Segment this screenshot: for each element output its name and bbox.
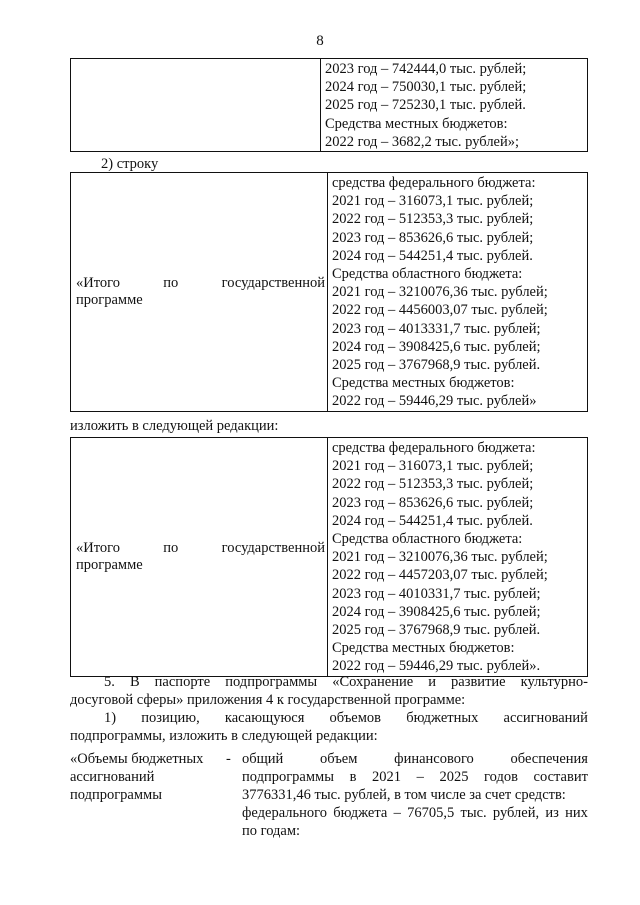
table3-right-cell [328, 438, 588, 677]
volumes-text-line4 [242, 804, 588, 822]
table2-line: 2022 год – 4456003,07 тыс. рублей; [332, 302, 548, 319]
section5-line1 [104, 673, 588, 691]
table1-line: 2025 год – 725230,1 тыс. рублей. [325, 97, 526, 114]
table1-line: Средства местных бюджетов: [325, 115, 508, 132]
table3-left-cell [71, 438, 328, 677]
volumes-word: общий [242, 751, 284, 767]
section5-word: 1) [104, 710, 117, 726]
volumes-word: обеспечения [510, 751, 588, 767]
volumes-label-line1: «Объемы бюджетных [70, 751, 204, 767]
volumes-word: – [393, 805, 401, 821]
table2-line: 2021 год – 3210076,36 тыс. рублей; [332, 284, 548, 301]
table2-line: 2024 год – 544251,4 тыс. рублей. [332, 247, 533, 264]
section5-line2: досуговой сферы» приложения 4 к государственной программе: [70, 692, 466, 708]
table3-line: 2022 год – 4457203,07 тыс. рублей; [332, 567, 548, 584]
section5-word: 5. [104, 674, 115, 690]
volumes-word: рублей, [492, 805, 540, 821]
table-continued [70, 58, 588, 152]
table-old-total [70, 172, 588, 412]
table2-line: 2023 год – 4013331,7 тыс. рублей; [332, 320, 541, 337]
volumes-text-line3: 3776331,46 тыс. рублей, в том числе за счет средств: [242, 787, 566, 803]
table1-line: 2022 год – 3682,2 тыс. рублей»; [325, 133, 520, 150]
volumes-word: из [545, 805, 559, 821]
table3-line: 2025 год – 3767968,9 тыс. рублей. [332, 622, 541, 639]
table3-line: 2021 год – 316073,1 тыс. рублей; [332, 458, 534, 475]
table3-line: 2022 год – 59446,29 тыс. рублей». [332, 658, 541, 675]
table1-left-cell [71, 59, 321, 152]
volumes-label-line3: подпрограммы [70, 787, 162, 803]
volumes-word: тыс. [460, 805, 487, 821]
volumes-word: в [349, 769, 357, 785]
table3-line: 2023 год – 853626,6 тыс. рублей; [332, 494, 534, 511]
table2-line: средства федерального бюджета: [332, 175, 536, 191]
table3-line: 2023 год – 4010331,7 тыс. рублей; [332, 585, 541, 602]
volumes-word: подпрограммы [242, 769, 334, 785]
volumes-label-dash: - [226, 751, 231, 767]
section5-word: и [428, 674, 436, 690]
table2-line: 2022 год – 512353,3 тыс. рублей; [332, 211, 534, 228]
table2-left-line2: программе [76, 291, 143, 308]
table3-line: Средства местных бюджетов: [332, 640, 515, 657]
table3-left-word: «Итого [76, 539, 120, 556]
table3-line: Средства областного бюджета: [332, 531, 523, 548]
volumes-word: составит [533, 769, 588, 785]
table2-left-word: по [163, 274, 179, 291]
section5-word: подпрограммы [225, 674, 318, 690]
table3-line: 2021 год – 3210076,36 тыс. рублей; [332, 549, 548, 566]
table1-line: 2023 год – 742444,0 тыс. рублей; [325, 61, 527, 77]
table1-line: 2024 год – 750030,1 тыс. рублей; [325, 79, 527, 96]
volumes-word: бюджета [333, 805, 388, 821]
table2-line: 2024 год – 3908425,6 тыс. рублей; [332, 338, 541, 355]
section5-word: бюджетных [406, 710, 479, 726]
section5-line3 [104, 709, 588, 727]
section5-word: паспорте [154, 674, 211, 690]
section5-word: «Сохранение [332, 674, 414, 690]
section5-word: В [129, 674, 140, 690]
section5-word: касающуюся [224, 710, 305, 726]
volumes-word: годов [484, 769, 518, 785]
section5-word: культурно- [520, 674, 588, 690]
table-new-total [70, 437, 588, 677]
volumes-word: финансового [394, 751, 474, 767]
table2-line: 2021 год – 316073,1 тыс. рублей; [332, 193, 534, 210]
section5-word: объемов [329, 710, 382, 726]
page-number: 8 [316, 33, 324, 49]
table2-line: 2023 год – 853626,6 тыс. рублей; [332, 229, 534, 246]
table3-line: 2024 год – 544251,4 тыс. рублей. [332, 512, 533, 529]
table2-line: 2025 год – 3767968,9 тыс. рублей. [332, 357, 541, 374]
volumes-text-line1 [242, 750, 588, 768]
section5-line4: подпрограммы, изложить в следующей редакции: [70, 728, 378, 744]
volumes-word: – [416, 769, 424, 785]
table3-line: 2024 год – 3908425,6 тыс. рублей; [332, 603, 541, 620]
section5-word: позицию, [141, 710, 200, 726]
section5-word: ассигнований [503, 710, 588, 726]
volumes-word: 2021 [372, 769, 402, 785]
section5-word: развитие [451, 674, 506, 690]
table2-line: 2022 год – 59446,29 тыс. рублей» [332, 393, 537, 410]
table3-line: средства федерального бюджета: [332, 440, 536, 456]
volumes-word: 76705,5 [407, 805, 455, 821]
volumes-word: федерального [242, 805, 327, 821]
table1-right-cell [321, 59, 588, 152]
edit-label: изложить в следующей редакции: [70, 418, 279, 434]
table2-left-word: государственной [221, 274, 325, 291]
table2-left-word: «Итого [76, 274, 120, 291]
volumes-text-line2 [242, 768, 588, 786]
volumes-word: них [565, 805, 588, 821]
table3-left-word: государственной [221, 539, 325, 556]
table2-line: Средства областного бюджета: [332, 266, 523, 283]
volumes-word: 2025 [439, 769, 469, 785]
table3-left-word: по [163, 539, 179, 556]
table2-right-cell [328, 173, 588, 412]
volumes-word: объем [320, 751, 358, 767]
item-2-label: 2) строку [101, 156, 159, 172]
volumes-text-line5: по годам: [242, 823, 301, 839]
table2-left-cell [71, 173, 328, 412]
table3-left-line2: программе [76, 556, 143, 573]
volumes-label-line2: ассигнований [70, 769, 155, 785]
table2-line: Средства местных бюджетов: [332, 375, 515, 392]
table3-line: 2022 год – 512353,3 тыс. рублей; [332, 476, 534, 493]
